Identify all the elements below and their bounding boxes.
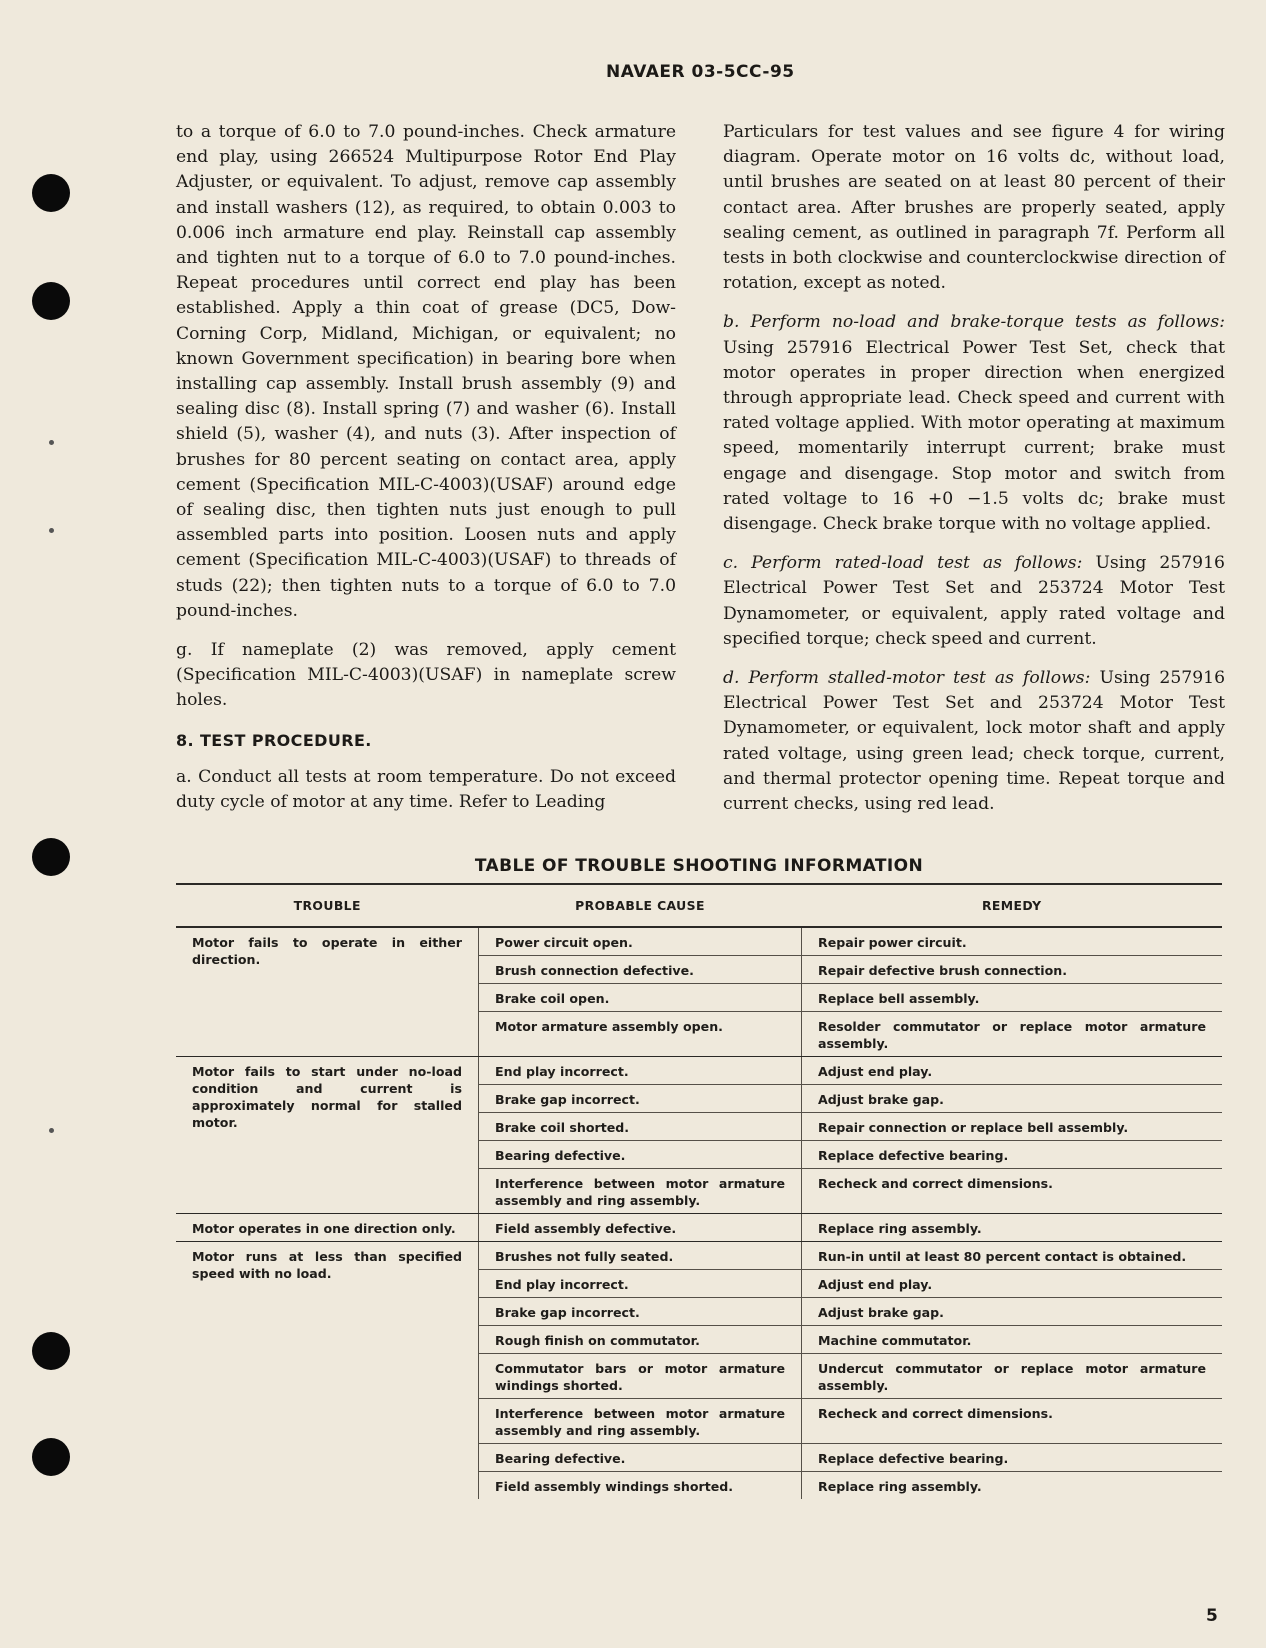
binder-hole xyxy=(32,1438,70,1476)
cause-cell: Power circuit open. xyxy=(479,927,802,956)
paragraph-b xyxy=(723,310,1225,537)
left-column xyxy=(176,120,676,829)
cause-cell: End play incorrect. xyxy=(479,1057,802,1085)
cause-cell: Brake coil open. xyxy=(479,984,802,1012)
remedy-cell: Repair defective brush connection. xyxy=(802,956,1223,984)
speck xyxy=(49,1128,54,1133)
cause-cell: Bearing defective. xyxy=(479,1141,802,1169)
binder-hole xyxy=(32,282,70,320)
cause-cell: Brake gap incorrect. xyxy=(479,1298,802,1326)
cause-cell: Brake gap incorrect. xyxy=(479,1085,802,1113)
speck xyxy=(49,528,54,533)
cause-cell: End play incorrect. xyxy=(479,1270,802,1298)
table-title: TABLE OF TROUBLE SHOOTING INFORMATION xyxy=(474,856,924,876)
cause-cell: Field assembly defective. xyxy=(479,1214,802,1242)
cause-cell: Rough finish on commutator. xyxy=(479,1326,802,1354)
trouble-cell: Motor fails to operate in either direction. xyxy=(176,927,479,1057)
remedy-cell: Replace ring assembly. xyxy=(818,1479,982,1494)
trouble-cell: Motor operates in one direction only. xyxy=(176,1214,479,1242)
page-number: 5 xyxy=(1206,1606,1218,1626)
cause-cell: Interference between motor armature assembly and ring assembly. xyxy=(479,1399,802,1444)
remedy-cell: Replace defective bearing. xyxy=(802,1444,1223,1472)
document-number: NAVAER 03-5CC-95 xyxy=(606,62,795,82)
binder-hole xyxy=(32,174,70,212)
trouble-cell: Motor fails to start under no-load condition and current is approximately normal for stalled motor. xyxy=(176,1057,479,1214)
remedy-cell: Replace defective bearing. xyxy=(802,1141,1223,1169)
paragraph-b-title: b. Perform no-load and brake-torque tests as follows: xyxy=(723,312,1225,333)
cause-cell: Commutator bars or motor armature windings shorted. xyxy=(479,1354,802,1399)
paragraph-b-body: Using 257916 Electrical Power Test Set, check that motor operates in proper direction when energized through appropriate lead. Check speed and current with rated voltage applied. With motor operating at maximum speed, momentarily interrupt current; brake must engage and disengage. Stop motor and switch from rated voltage to 16 +0 −1.5 volts dc; brake must disengage. Check brake torque with no voltage applied. xyxy=(723,337,1225,535)
remedy-cell: Replace ring assembly. xyxy=(802,1214,1223,1242)
cause-cell: Brake coil shorted. xyxy=(479,1113,802,1141)
paragraph-d-body: Using 257916 Electrical Power Test Set and 253724 Motor Test Dynamometer, or equivalent, lock motor shaft and apply rated voltage, using green lead; check torque, current, and thermal protector opening time. Repeat torque and current checks, using red lead. xyxy=(723,668,1225,815)
remedy-cell: Repair power circuit. xyxy=(802,927,1223,956)
remedy-cell: Recheck and correct dimensions. xyxy=(802,1399,1223,1444)
remedy-cell: Recheck and correct dimensions. xyxy=(802,1169,1223,1214)
table-row xyxy=(176,1242,1222,1270)
remedy-cell: Undercut commutator or replace motor armature assembly. xyxy=(802,1354,1223,1399)
paragraph-c xyxy=(723,551,1225,652)
binder-hole xyxy=(32,1332,70,1370)
trouble-cell: Motor runs at less than specified speed with no load. xyxy=(192,1249,462,1281)
binder-hole xyxy=(32,838,70,876)
section-heading: 8. TEST PROCEDURE. xyxy=(176,730,372,750)
remedy-cell: Adjust brake gap. xyxy=(802,1298,1223,1326)
remedy-cell: Replace bell assembly. xyxy=(802,984,1223,1012)
cause-cell: Brush connection defective. xyxy=(479,956,802,984)
speck xyxy=(49,440,54,445)
table-body xyxy=(176,927,1222,1499)
table-row xyxy=(176,927,1222,956)
table-row xyxy=(176,1057,1222,1085)
remedy-cell: Resolder commutator or replace motor armature assembly. xyxy=(802,1012,1223,1057)
remedy-cell: Run-in until at least 80 percent contact is obtained. xyxy=(802,1242,1223,1270)
remedy-cell: Machine commutator. xyxy=(802,1326,1223,1354)
remedy-cell: Adjust end play. xyxy=(802,1057,1223,1085)
remedy-cell: Adjust brake gap. xyxy=(802,1085,1223,1113)
paragraph-a-continued: Particulars for test values and see figure 4 for wiring diagram. Operate motor on 16 volts dc, without load, until brushes are seated on at least 80 percent of their contact area. After brushes are properly seated, apply sealing cement, as outlined in paragraph 7f. Perform all tests in both clockwise and counterclockwise direction of rotation, except as noted. xyxy=(723,122,1225,294)
paragraph-c-body: Using 257916 Electrical Power Test Set and 253724 Motor Test Dynamometer, or equivalent, apply rated voltage and specified torque; check speed and current. xyxy=(723,553,1225,649)
cause-cell: Bearing defective. xyxy=(479,1444,802,1472)
right-column xyxy=(723,120,1225,831)
paragraph-continued: to a torque of 6.0 to 7.0 pound-inches. Check armature end play, using 266524 Multipurpose Rotor End Play Adjuster, or equivalent. To adjust, remove cap assembly and install washers (12), as required, to obtain 0.003 to 0.006 inch armature end play. Reinstall cap assembly and tighten nut to a torque of 6.0 to 7.0 pound-inches. Repeat procedures until correct end play has been established. Apply a thin coat of grease (DC5, Dow-Corning Corp, Midland, Michigan, or equivalent; no known Government specification) in bearing bore when installing cap assembly. Install brush assembly (9) and sealing disc (8). Install spring (7) and washer (6). Install shield (5), washer (4), and nuts (3). After inspection of brushes for 80 percent seating on contact area, apply cement (Specification MIL-C-4003)(USAF) around edge of sealing disc, then tighten nuts just enough to pull assembled parts into position. Loosen nuts and apply cement (Specification MIL-C-4003)(USAF) to threads of studs (22); then tighten nuts to a torque of 6.0 to 7.0 pound-inches. xyxy=(176,122,676,621)
paragraph-c-title: c. Perform rated-load test as follows: xyxy=(723,553,1083,574)
paragraph-a: a. Conduct all tests at room temperature. Do not exceed duty cycle of motor at any time. Refer to Leading xyxy=(176,766,676,813)
cause-cell: Interference between motor armature assembly and ring assembly. xyxy=(479,1169,802,1214)
paragraph-d-title: d. Perform stalled-motor test as follows: xyxy=(723,668,1091,689)
cause-cell: Field assembly windings shorted. xyxy=(479,1472,802,1500)
cause-cell: Motor armature assembly open. xyxy=(479,1012,802,1057)
column-header-trouble: TROUBLE xyxy=(176,884,479,927)
remedy-cell: Repair connection or replace bell assembly. xyxy=(802,1113,1223,1141)
remedy-cell: Adjust end play. xyxy=(802,1270,1223,1298)
table-row xyxy=(176,1214,1222,1242)
troubleshooting-table xyxy=(176,883,1222,1499)
paragraph-g: g. If nameplate (2) was removed, apply cement (Specification MIL-C-4003)(USAF) in nameplate screw holes. xyxy=(176,640,676,711)
column-header-remedy: REMEDY xyxy=(802,884,1223,927)
cause-cell: Brushes not fully seated. xyxy=(479,1242,802,1270)
paragraph-d xyxy=(723,666,1225,817)
table-header-row xyxy=(176,884,1222,927)
column-header-cause: PROBABLE CAUSE xyxy=(479,884,802,927)
